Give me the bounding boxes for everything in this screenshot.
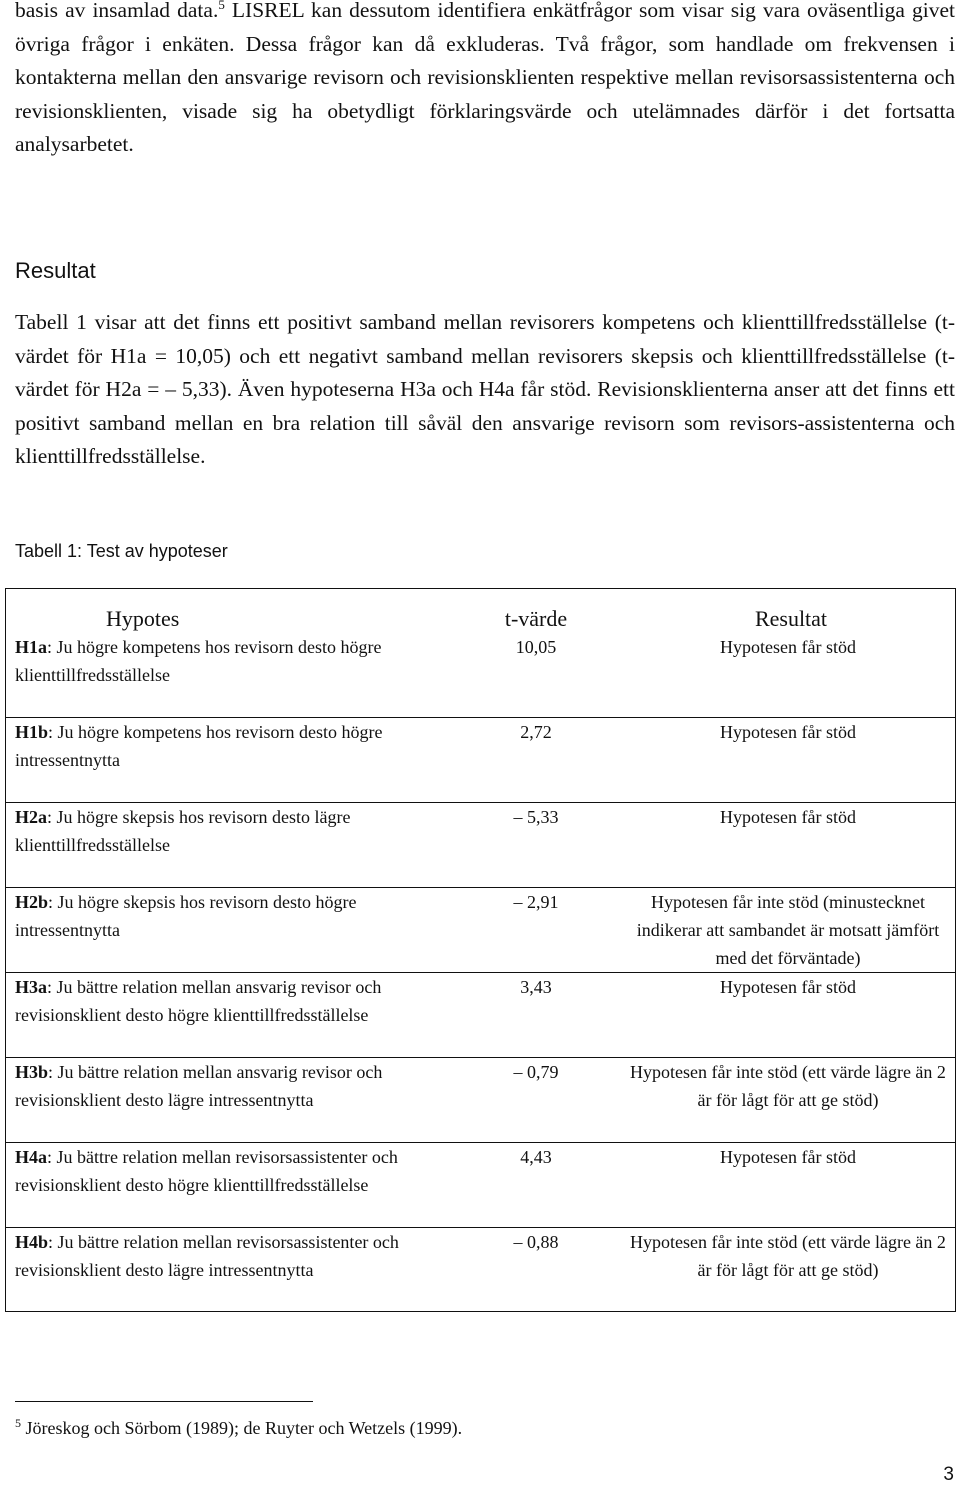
t-value-cell: 2,72 <box>445 717 627 802</box>
footnote-number: 5 <box>15 1416 21 1430</box>
hypothesis-text: : Ju högre skepsis hos revisorn desto högre intressentnytta <box>15 891 357 940</box>
intro-text-rest: LISREL kan dessutom identifiera enkätfrågor som visar sig vara oväsentliga givet övriga frågor i enkäten. Dessa frågor kan då exkluderas. Två frågor, som handlade om frekvensen i kontakterna mellan den ansvarige revisorn och revisionsklienten respektive mellan revisorsassistenterna och revisionsklienten, visade sig ha obetydligt förklaringsvärde och utelämnades därför i det fortsatta analysarbetet. <box>15 0 955 156</box>
hypothesis-cell <box>6 1142 446 1227</box>
hypothesis-text: : Ju bättre relation mellan ansvarig revisor och revisionsklient desto högre klienttillfredsställelse <box>15 976 382 1025</box>
results-paragraph: Tabell 1 visar att det finns ett positivt samband mellan revisorers kompetens och klienttillfredsställelse (t-värdet för H1a = 10,05) och ett negativt samband mellan revisorers skepsis och klienttillfredsställelse (t-värdet för H2a = – 5,33). Även hypoteserna H3a och H4a får stöd. Revisionsklienterna anser att det finns ett positivt samband mellan en bra relation till såväl den ansvarige revisorn som revisors-assistenterna och klienttillfredsställelse. <box>15 310 955 468</box>
hypothesis-cell <box>6 972 446 1057</box>
header-resultat: Resultat <box>754 606 828 631</box>
result-cell: Hypotesen får inte stöd (ett värde lägre än 2 är för lågt för att ge stöd) <box>627 1057 956 1142</box>
t-value-cell: – 0,88 <box>445 1227 627 1311</box>
hypothesis-id: H4b <box>15 1231 49 1252</box>
result-cell: Hypotesen får inte stöd (minustecknet indikerar att sambandet är motsatt jämfört med det förväntade) <box>627 887 956 972</box>
hypothesis-id: H2b <box>15 891 49 912</box>
t-value-cell: 4,43 <box>445 1142 627 1227</box>
hypothesis-id: H1b <box>15 721 49 742</box>
page-number: 3 <box>943 1464 954 1485</box>
result-cell: Hypotesen får stöd <box>720 637 856 657</box>
t-value-cell: – 0,79 <box>445 1057 627 1142</box>
hypothesis-id: H3a <box>15 976 48 997</box>
table-row <box>6 972 956 1057</box>
hypothesis-id: H4a <box>15 1146 48 1167</box>
hypothesis-text: : Ju högre kompetens hos revisorn desto högre klienttillfredsställelse <box>15 637 382 685</box>
result-cell: Hypotesen får stöd <box>627 717 956 802</box>
t-value-cell: – 2,91 <box>445 887 627 972</box>
header-hypotes: Hypotes <box>106 606 180 631</box>
table-row <box>6 1142 956 1227</box>
hypothesis-cell <box>6 802 446 887</box>
hypothesis-cell <box>6 1227 446 1311</box>
table-row <box>6 887 956 972</box>
hypothesis-cell <box>6 717 446 802</box>
table-row <box>6 1057 956 1142</box>
table-row <box>6 717 956 802</box>
t-value-cell: – 5,33 <box>445 802 627 887</box>
header-t-varde: t-värde <box>504 606 568 631</box>
hypothesis-table <box>5 588 956 1312</box>
hypothesis-id: H3b <box>15 1061 49 1082</box>
hypothesis-text: : Ju högre kompetens hos revisorn desto högre intressentnytta <box>15 721 383 770</box>
hypothesis-cell <box>6 633 446 717</box>
hypothesis-text: : Ju bättre relation mellan revisorsassistenter och revisionsklient desto lägre intressentnytta <box>15 1231 399 1280</box>
footnote-text: Jöreskog och Sörbom (1989); de Ruyter och Wetzels (1999). <box>21 1418 463 1438</box>
table-row <box>6 633 956 717</box>
result-cell: Hypotesen får stöd <box>627 1142 956 1227</box>
footnote <box>15 1418 462 1439</box>
hypothesis-text: : Ju högre skepsis hos revisorn desto lägre klienttillfredsställelse <box>15 806 351 855</box>
hypothesis-text: : Ju bättre relation mellan ansvarig revisor och revisionsklient desto lägre intressentnytta <box>15 1061 383 1110</box>
t-value-cell: 3,43 <box>445 972 627 1057</box>
result-cell: Hypotesen får stöd <box>627 802 956 887</box>
table-row <box>6 802 956 887</box>
table-row <box>6 1227 956 1311</box>
footnote-reference[interactable]: 5 <box>218 0 225 12</box>
result-cell: Hypotesen får inte stöd (ett värde lägre än 2 är för lågt för att ge stöd) <box>627 1227 956 1311</box>
hypothesis-text: : Ju bättre relation mellan revisorsassistenter och revisionsklient desto högre klienttillfredsställelse <box>15 1146 398 1195</box>
section-heading: Resultat <box>15 258 96 283</box>
hypothesis-cell <box>6 887 446 972</box>
result-cell: Hypotesen får stöd <box>627 972 956 1057</box>
hypothesis-id: H1a <box>15 637 48 657</box>
table-caption: Tabell 1: Test av hypoteser <box>15 541 228 561</box>
t-value-cell: 10,05 <box>515 637 557 657</box>
intro-text-start: basis av insamlad data. <box>15 0 219 22</box>
footnote-divider <box>15 1401 313 1402</box>
hypothesis-id: H2a <box>15 806 48 827</box>
table-header-row <box>6 589 956 634</box>
hypothesis-cell <box>6 1057 446 1142</box>
intro-paragraph <box>15 0 955 162</box>
